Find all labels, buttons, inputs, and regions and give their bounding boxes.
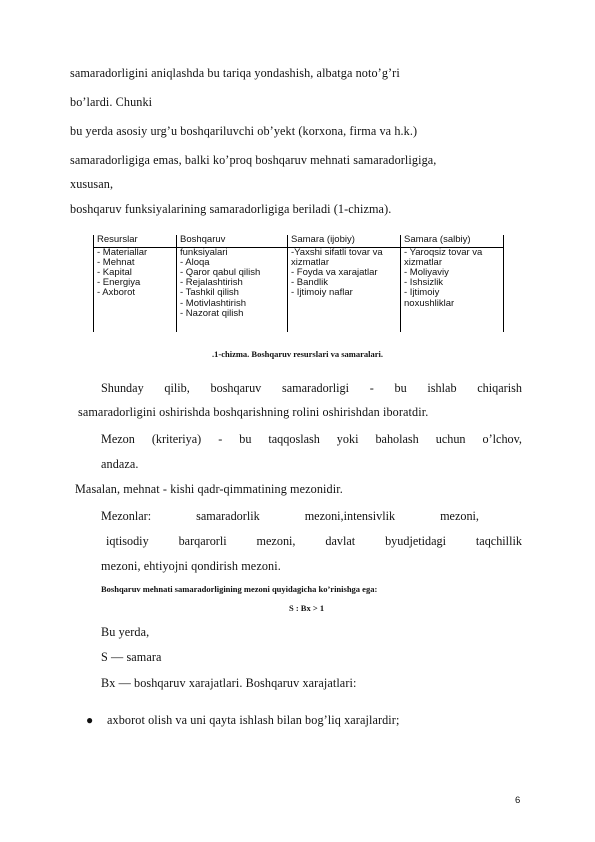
word: - [369, 381, 374, 395]
word: iqtisodiy [106, 534, 149, 548]
formula-intro: Boshqaruv mehnati samaradorligining mezoni quyidagicha ko’rinishga ega: [101, 584, 378, 594]
text-line: andaza. [101, 457, 139, 471]
word: Mezon [101, 432, 135, 446]
word: taqqoslash [268, 432, 320, 446]
justified-line [101, 432, 522, 447]
justified-line [101, 509, 479, 524]
word: Mezonlar: [101, 509, 152, 523]
word: samaradorligi [282, 381, 350, 395]
word: baholash [375, 432, 419, 446]
text-line: samaradorligini oshirishda boshqarishning rolini oshirishdan iboratdir. [78, 405, 429, 419]
text-line: Masalan, mehnat - kishi qadr-qimmatining mezonidir. [75, 482, 343, 496]
bullet-dot-icon: ● [86, 713, 94, 727]
word: bu [239, 432, 252, 446]
text-line: boshqaruv funksiyalarining samaradorligiga beriladi (1-chizma). [70, 202, 392, 216]
header-positive-effect: Samara (ijobiy) [288, 235, 401, 248]
text-line: bo’lardi. Chunki [70, 95, 153, 109]
word: Shunday [101, 381, 144, 395]
figure-caption: .1-chizma. Boshqaruv resurslari va samaralari. [212, 349, 384, 359]
word: yoki [336, 432, 359, 446]
word: mezoni, [440, 509, 479, 523]
word: samaradorlik [196, 509, 260, 523]
word: chiqarish [477, 381, 522, 395]
formula: S : Bx > 1 [289, 603, 325, 613]
column-resources: - Materiallar - Mehnat - Kapital - Energiya - Axborot [94, 248, 177, 332]
word: (kriteriya) [151, 432, 202, 446]
header-management: Boshqaruv [177, 235, 288, 248]
resources-figure-table [93, 235, 504, 332]
text-line: samaradorligiga emas, balki ko’proq boshqaruv mehnati samaradorligiga, [70, 153, 437, 167]
word: barqarorli [178, 534, 227, 548]
column-negative-effects: - Yaroqsiz tovar va xizmatlar - Moliyaviy - Ishsizlik - Ijtimoiy noxushliklar [401, 248, 504, 332]
word: bu [394, 381, 407, 395]
header-resources: Resurslar [94, 235, 177, 248]
page-number: 6 [515, 795, 521, 806]
word: boshqaruv [210, 381, 262, 395]
word: ishlab [427, 381, 457, 395]
word: mezoni, [256, 534, 296, 548]
text-line: Bu yerda, [101, 625, 150, 639]
text-line: xususan, [70, 177, 114, 191]
column-positive-effects: -Yaxshi sifatli tovar va xizmatlar - Foyda va xarajatlar - Bandlik - Ijtimoiy naflar [288, 248, 401, 332]
justified-line [101, 381, 522, 396]
header-negative-effect: Samara (salbiy) [401, 235, 504, 248]
text-line: bu yerda asosiy urg’u boshqariluvchi ob’yekt (korxona, firma va h.k.) [70, 124, 418, 138]
word: byudjetidagi [385, 534, 446, 548]
justified-line [106, 534, 522, 549]
text-line: samaradorligini aniqlashda bu tariqa yondashish, albatga noto’g’ri [70, 66, 400, 80]
word: taqchillik [475, 534, 522, 548]
word: - [218, 432, 223, 446]
column-management-functions: funksiyalari - Aloqa - Qaror qabul qilish - Rejalashtirish - Tashkil qilish - Motivlashtirish - Nazorat qilish [177, 248, 288, 332]
word: mezoni,intensivlik [304, 509, 396, 523]
word: o’lchov, [482, 432, 522, 446]
text-line: mezoni, ehtiyojni qondirish mezoni. [101, 559, 281, 573]
word: davlat [325, 534, 356, 548]
word: uchun [435, 432, 466, 446]
bullet-item: axborot olish va uni qayta ishlash bilan bog’liq xarajlardir; [107, 713, 400, 727]
word: qilib, [164, 381, 190, 395]
text-line: Bx — boshqaruv xarajatlari. Boshqaruv xarajatlari: [101, 676, 357, 690]
text-line: S — samara [101, 650, 162, 664]
